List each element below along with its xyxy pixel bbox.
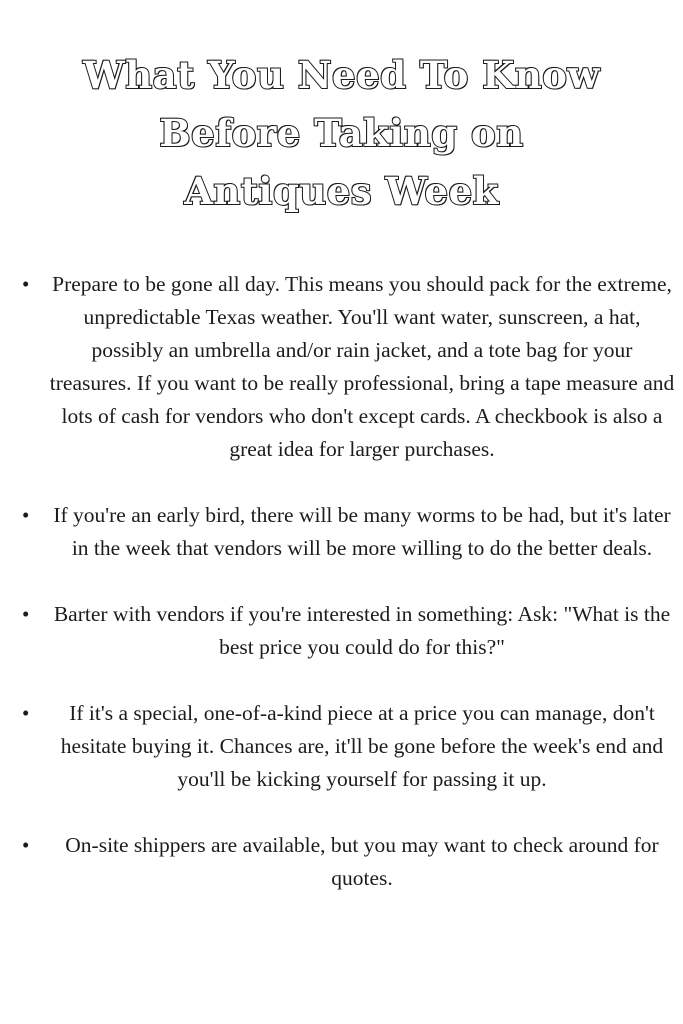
title-line-1: What You Need To Know (83, 53, 600, 97)
title-line-3: Antiques Week (184, 169, 499, 213)
tip-text: On-site shippers are available, but you may want to check around for quotes. (65, 833, 659, 890)
page-title (20, 46, 663, 220)
tip-text: Barter with vendors if you're interested in something: Ask: "What is the best price you could do for this?" (53, 602, 671, 659)
tip-item-shippers (14, 829, 676, 895)
tip-text: Prepare to be gone all day. This means you should pack for the extreme, unpredictable Texas weather. You'll want water, sunscreen, a hat, possibly an umbrella and/or rain jacket, and a tote bag for your treasures. If you want to be really professional, bring a tape measure and lots of cash for vendors who don't except cards. A checkbook is also a great idea for larger purchases. (49, 272, 675, 461)
tip-text: If you're an early bird, there will be many worms to be had, but it's later in the week that vendors will be more willing to do the better deals. (53, 503, 671, 560)
tip-text: If it's a special, one-of-a-kind piece at a price you can manage, don't hesitate buying it. Chances are, it'll be gone before the week's end and you'll be kicking yourself for passing it up. (60, 701, 664, 791)
bullet-icon: • (22, 602, 30, 626)
tip-item-barter (14, 598, 676, 664)
tip-item-special-piece (14, 697, 676, 796)
tips-list (14, 268, 676, 928)
tip-item-early-bird (14, 499, 676, 565)
tip-item-prepare (14, 268, 676, 466)
bullet-icon: • (22, 833, 30, 857)
title-line-2: Before Taking on (159, 111, 524, 155)
bullet-icon: • (22, 272, 30, 296)
bullet-icon: • (22, 701, 30, 725)
bullet-icon: • (22, 503, 30, 527)
